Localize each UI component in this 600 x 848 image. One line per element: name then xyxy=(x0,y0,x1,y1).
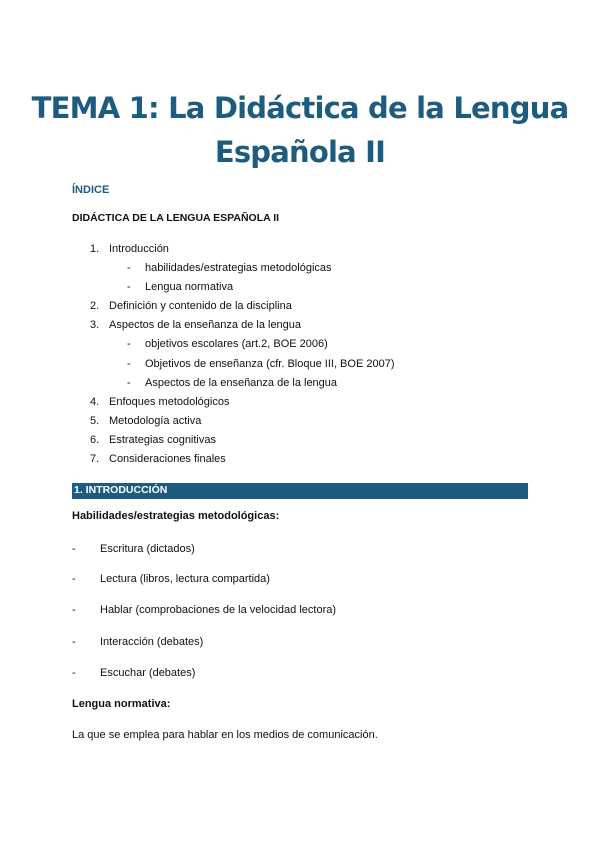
toc-item-label: Estrategias cognitivas xyxy=(109,433,216,446)
toc-item-label: Definición y contenido de la disciplina xyxy=(109,300,292,313)
section-title: 1. INTRODUCCIÓN xyxy=(74,484,168,496)
bullet-dash: - xyxy=(72,667,76,679)
bullet-dash: - xyxy=(72,543,76,555)
toc-item-label: Aspectos de la enseñanza de la lengua xyxy=(109,319,302,332)
toc-subitem xyxy=(0,278,600,297)
list-item xyxy=(0,543,600,559)
toc-item-number: 4. xyxy=(90,395,100,408)
toc-subitem-label: Lengua normativa xyxy=(145,281,234,294)
bullet-dash: - xyxy=(72,636,76,648)
toc-item-label: Consideraciones finales xyxy=(109,453,226,466)
bullet-dash: - xyxy=(72,573,76,585)
habilidades-heading: Habilidades/estrategias metodológicas: xyxy=(72,510,280,522)
toc-item xyxy=(0,297,600,316)
list-item-text: Escritura (dictados) xyxy=(100,543,195,555)
index-label: ÍNDICE xyxy=(72,184,110,196)
toc-subitem-label: habilidades/estrategias metodológicas xyxy=(145,262,332,275)
list-item xyxy=(0,573,600,589)
toc-item-number: 1. xyxy=(90,243,100,255)
toc-item-number: 7. xyxy=(90,453,100,466)
lengua-normativa-heading: Lengua normativa: xyxy=(72,698,171,710)
table-of-contents xyxy=(0,240,600,469)
toc-item-number: 6. xyxy=(90,433,100,446)
list-item xyxy=(0,636,600,652)
toc-subitem-dash: - xyxy=(127,357,131,370)
list-item xyxy=(0,667,600,683)
toc-subitem-dash: - xyxy=(127,262,131,275)
toc-subitem-dash: - xyxy=(127,376,131,389)
toc-subitem-label: Aspectos de la enseñanza de la lengua xyxy=(145,376,338,389)
toc-subitem-label: objetivos escolares (art.2, BOE 2006) xyxy=(145,338,328,351)
title-line-2: Española II xyxy=(214,135,386,169)
bullet-dash: - xyxy=(72,604,76,616)
list-item-text: Lectura (libros, lectura compartida) xyxy=(100,573,270,585)
toc-subitem xyxy=(0,335,600,354)
toc-subitem-label: Objetivos de enseñanza (cfr. Bloque III, BOE 2007) xyxy=(145,357,395,370)
toc-subitem xyxy=(0,355,600,374)
lengua-normativa-paragraph: La que se emplea para hablar en los medios de comunicación. xyxy=(72,729,378,741)
document-title xyxy=(0,86,600,174)
toc-item xyxy=(0,450,600,469)
list-item-text: Escuchar (debates) xyxy=(100,667,196,679)
toc-item-number: 2. xyxy=(90,300,100,313)
toc-item-number: 5. xyxy=(90,414,100,427)
list-item xyxy=(0,604,600,620)
toc-subitem xyxy=(0,374,600,393)
section-header-bar xyxy=(72,483,528,499)
list-item-text: Interacción (debates) xyxy=(100,636,204,648)
toc-item xyxy=(0,316,600,335)
toc-item-label: Introducción xyxy=(109,243,169,255)
toc-item-label: Enfoques metodológicos xyxy=(109,395,230,408)
toc-subitem-dash: - xyxy=(127,338,131,351)
list-item-text: Hablar (comprobaciones de la velocidad lectora) xyxy=(100,604,337,616)
toc-item-label: Metodología activa xyxy=(109,414,202,427)
toc-subitem-dash: - xyxy=(127,281,131,294)
toc-item xyxy=(0,431,600,450)
toc-item xyxy=(0,412,600,431)
toc-item-number: 3. xyxy=(90,319,100,332)
subject-subheading: DIDÁCTICA DE LA LENGUA ESPAÑOLA II xyxy=(72,212,280,224)
title-line-1: TEMA 1: La Didáctica de la Lengua xyxy=(31,91,569,125)
toc-item xyxy=(0,393,600,412)
toc-subitem xyxy=(0,259,600,278)
toc-item xyxy=(0,240,600,259)
